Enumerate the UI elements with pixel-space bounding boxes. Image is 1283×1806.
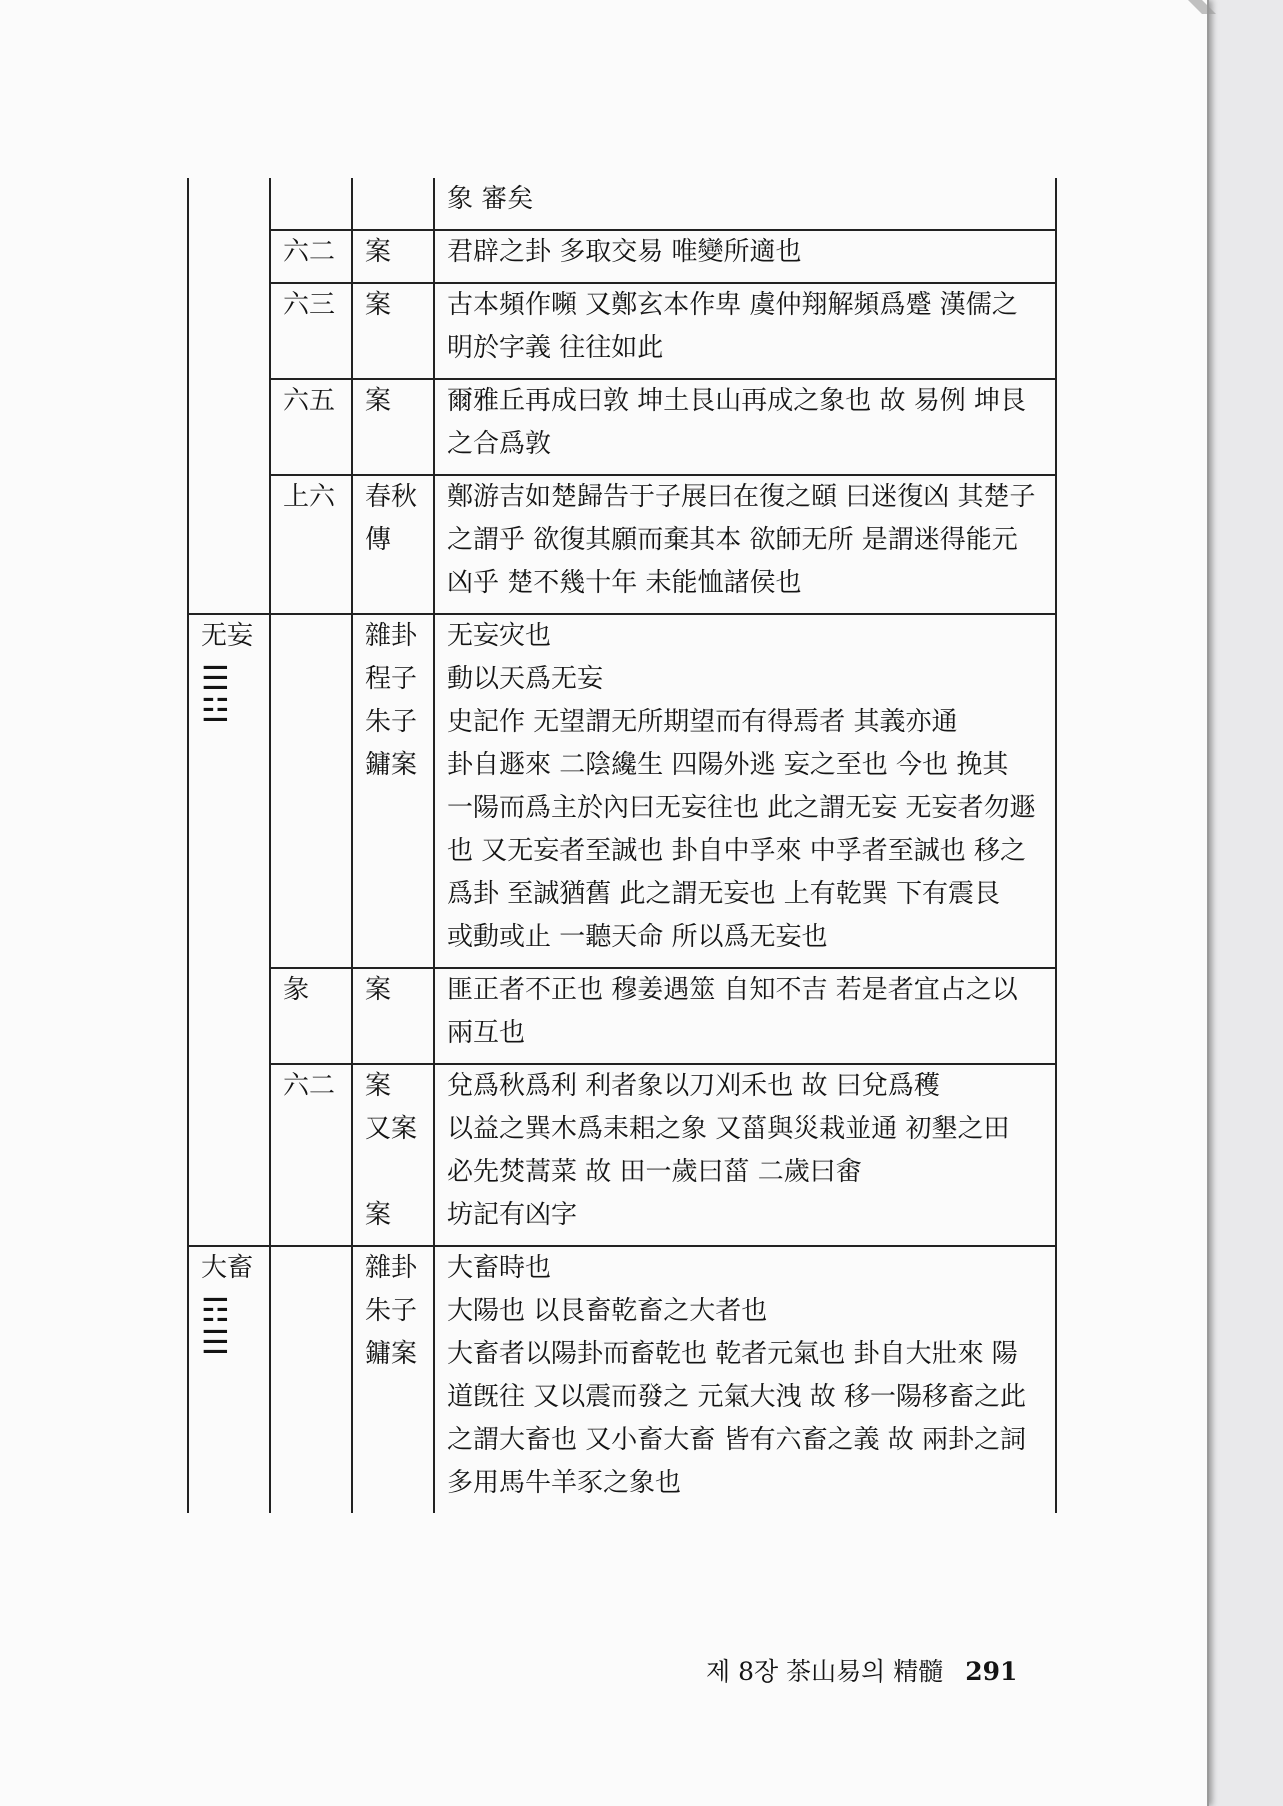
commentary-line: 史記作 无望謂无所期望而有得焉者 其義亦通: [447, 707, 958, 737]
commentary-line: 匪正者不正也 穆姜遇筮 自知不吉 若是者宜占之以: [447, 975, 1018, 1005]
source-label: [365, 1151, 421, 1194]
source-cell: [352, 283, 434, 379]
line-position-cell: [270, 379, 352, 475]
commentary-line: 之合爲敦: [447, 429, 552, 459]
commentary-line: 卦自遯來 二陰纔生 四陽外逃 妄之至也 今也 挽其: [447, 750, 1009, 780]
commentary-cell: [434, 614, 1056, 968]
commentary-line: 也 又无妄者至誠也 卦自中孚來 中孚者至誠也 移之: [447, 836, 1027, 866]
hexagram-symbol-icon: ☰ ☳: [201, 659, 228, 729]
source-cell: [352, 1064, 434, 1246]
commentary-table: [187, 178, 1057, 1513]
line-position-cell: [270, 475, 352, 614]
commentary-line: 兌爲秋爲利 利者象以刀刈禾也 故 曰兌爲穫: [447, 1071, 940, 1101]
line-position-cell: [270, 1246, 352, 1513]
source-label: 案: [365, 237, 392, 267]
commentary-line: 一陽而爲主於內曰无妄往也 此之謂无妄 无妄者勿遯: [447, 793, 1036, 823]
source-label: 案: [365, 1071, 392, 1101]
commentary-line: 之謂大畜也 又小畜大畜 皆有六畜之義 故 兩卦之詞: [447, 1425, 1027, 1455]
page-footer: [706, 1652, 1017, 1688]
source-label: 又案: [365, 1114, 418, 1144]
line-position-cell: [270, 283, 352, 379]
commentary-line: 无妄灾也: [447, 621, 552, 651]
commentary-line: 明於字義 往往如此: [447, 333, 664, 363]
table-row: [188, 230, 1056, 283]
line-position-cell: [270, 230, 352, 283]
line-position-cell: [270, 1064, 352, 1246]
commentary-line: 之謂乎 欲復其願而棄其本 欲師无所 是謂迷得能元: [447, 525, 1018, 555]
commentary-line: 多用馬牛羊豕之象也: [447, 1468, 682, 1498]
commentary-line: 鄭游吉如楚歸告于子展曰在復之頤 曰迷復凶 其楚子: [447, 482, 1036, 512]
commentary-cell: [434, 230, 1056, 283]
page-edge: [1188, 0, 1216, 14]
line-position: 六二: [283, 1071, 336, 1101]
commentary-cell: [434, 475, 1056, 614]
source-cell: [352, 1246, 434, 1513]
commentary-cell: [434, 1064, 1056, 1246]
table-row: [188, 178, 1056, 230]
source-label: 鏞案: [365, 750, 418, 780]
source-label: 傳: [365, 525, 392, 555]
commentary-line: 坊記有凶字: [447, 1200, 578, 1230]
source-label: 雜卦: [365, 1253, 418, 1283]
commentary-cell: [434, 283, 1056, 379]
page-number: 291: [965, 1657, 1018, 1686]
commentary-line: 古本頻作嚬 又鄭玄本作卑 虞仲翔解頻爲蹙 漢儒之: [447, 290, 1018, 320]
commentary-line: 君辟之卦 多取交易 唯變所適也: [447, 237, 802, 267]
source-label: 案: [365, 1200, 392, 1230]
source-label: 案: [365, 290, 392, 320]
table-row: [188, 379, 1056, 475]
hexagram-name-cell: [188, 614, 270, 1246]
source-label: 程子: [365, 664, 418, 694]
line-position: 六三: [283, 290, 336, 320]
commentary-line: 動以天爲无妄: [447, 664, 604, 694]
commentary-line: 或動或止 一聽天命 所以爲无妄也: [447, 922, 828, 952]
source-label: 雜卦: [365, 621, 418, 651]
hexagram-name-cell: [188, 178, 270, 614]
commentary-cell: [434, 379, 1056, 475]
hexagram-symbol-icon: ☶ ☰: [201, 1291, 228, 1361]
commentary-line: 爾雅丘再成曰敦 坤土艮山再成之象也 故 易例 坤艮: [447, 386, 1027, 416]
commentary-line: 以益之巽木爲耒耜之象 又菑與災栽並通 初墾之田: [447, 1114, 1010, 1144]
commentary-cell: [434, 968, 1056, 1064]
table-row: [188, 283, 1056, 379]
source-label: 鏞案: [365, 1339, 418, 1369]
table-row: [188, 968, 1056, 1064]
commentary-line: 必先焚蒿菜 故 田一歲曰菑 二歲曰畬: [447, 1157, 862, 1187]
commentary-line: 象 審矣: [447, 184, 534, 214]
table-row: [188, 1064, 1056, 1246]
commentary-cell: [434, 178, 1056, 230]
hexagram-name: 无妄: [201, 621, 254, 651]
source-label: 朱子: [365, 1296, 418, 1326]
line-position-cell: [270, 178, 352, 230]
source-cell: [352, 475, 434, 614]
source-cell: [352, 614, 434, 968]
commentary-line: 道旣往 又以震而發之 元氣大洩 故 移一陽移畜之此: [447, 1382, 1027, 1412]
source-cell: [352, 968, 434, 1064]
line-position: 彖: [283, 975, 310, 1005]
commentary-cell: [434, 1246, 1056, 1513]
line-position: 六二: [283, 237, 336, 267]
line-position-cell: [270, 614, 352, 968]
commentary-line: 爲卦 至誠猶舊 此之謂无妄也 上有乾巽 下有震艮: [447, 879, 1001, 909]
source-label: 案: [365, 975, 392, 1005]
table-body: [188, 178, 1056, 1513]
commentary-line: 大畜時也: [447, 1253, 552, 1283]
chapter-title: 제 8장 茶山易의 精髓: [706, 1657, 944, 1686]
line-position: 六五: [283, 386, 336, 416]
commentary-line: 大陽也 以艮畜乾畜之大者也: [447, 1296, 768, 1326]
table-row: [188, 1246, 1056, 1513]
line-position: 上六: [283, 482, 336, 512]
line-position-cell: [270, 968, 352, 1064]
source-cell: [352, 230, 434, 283]
commentary-line: 大畜者以陽卦而畜乾也 乾者元氣也 卦自大壯來 陽: [447, 1339, 1018, 1369]
source-label: 案: [365, 386, 392, 416]
table-row: [188, 614, 1056, 968]
table-row: [188, 475, 1056, 614]
hexagram-name-cell: [188, 1246, 270, 1513]
source-cell: [352, 178, 434, 230]
commentary-line: 兩互也: [447, 1018, 526, 1048]
source-cell: [352, 379, 434, 475]
source-label: 春秋: [365, 482, 418, 512]
hexagram-name: 大畜: [201, 1253, 254, 1283]
source-label: 朱子: [365, 707, 418, 737]
commentary-line: 凶乎 楚不幾十年 未能恤諸侯也: [447, 568, 802, 598]
